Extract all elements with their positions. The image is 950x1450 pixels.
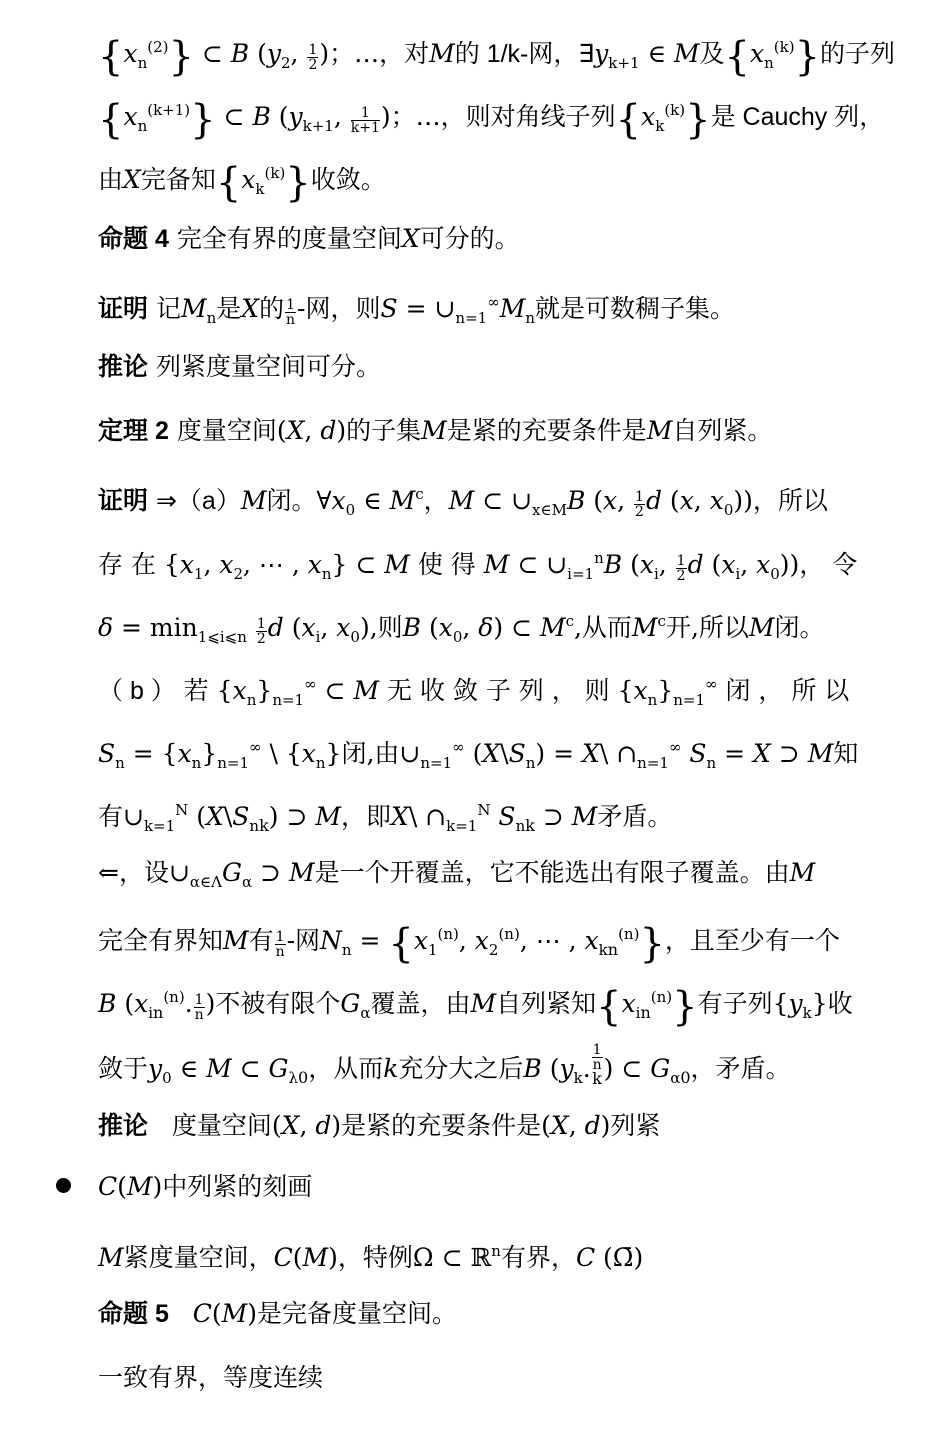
text: 不被有限个 [215,989,341,1018]
text: 矛盾。 [597,802,673,831]
text: -网，则 [297,294,381,323]
bullet-icon [56,1178,71,1193]
corollary-label: 推论 [98,353,149,381]
text: 自列紧知 [496,989,597,1018]
text: 及 [699,39,725,68]
text: 列紧度量空间可分。 [155,352,381,381]
text: 是一个开覆盖，它不能选出有限子覆盖。由 [314,858,790,887]
text: 开,所以 [665,613,749,642]
text: ，从而 [308,1054,384,1083]
text: （ b ） [98,677,176,705]
proof-thm2-a2: 存 在 {$x_1$, $x_2$, ⋯ , $x_n$} ⊂ M 使 得 M ⊂ $\cup_{i=1}^nB$ ($x_i$, $\frac{1}{2}$ d ($x_i$, $x_0$))， 令 [98,549,858,584]
last-line [98,1361,898,1395]
text: 的 [259,294,285,323]
text: 使 得 [417,550,476,579]
text: ，且至少有一个 [664,926,840,955]
corollary-2: 推论 度量空间(X, d)是紧的充要条件是(X, d)列紧 [98,1111,661,1140]
text: 是紧的充要条件是 [446,416,647,445]
text: 中列紧的刻画 [162,1172,313,1201]
text: ， 令 [799,550,858,579]
text: 是 Cauchy 列， [710,103,885,131]
text: 无 收 敛 子 列 ， 则 [387,676,610,705]
text: 若 [183,676,209,705]
text: 列紧 [610,1111,661,1140]
text: ，特例 [337,1243,413,1272]
text: 闭,由 [341,739,400,768]
text: 敛于 [98,1054,149,1083]
proof-thm2-c4: 敛于$y_0$ ∈ M ⊂ $G_{\lambda 0}$，从而k充分大之后B ($y_k$. 1 n k ) ⊂ $G_{\alpha 0}$，矛盾。 [98,1042,791,1088]
proof-label: 证明 [98,295,149,323]
bullet-item: C(M)中列紧的刻画 [98,1172,313,1201]
theorem-label: 定理 2 [98,417,169,445]
proof-thm2-c: ⇐，设$\cup_{\alpha\in\Lambda}G_\alpha$ ⊃ M是一个开覆盖，它不能选出有限子覆盖。由M [98,858,816,891]
text: 由 [98,165,124,194]
proof-thm2-c3: B ($x_{in}^{(n)}$. $\frac{1}{n}$ )不被有限个$G_\alpha$覆盖，由M自列紧知$\{x_{in}^{(n)}\}$有子列$\{y_k\}$收 [98,984,853,1030]
proof-label: 证明 [98,487,149,515]
text: 度量空间 [176,416,277,445]
text: 是紧的充要条件是 [341,1111,542,1140]
proof-4: 证明 记$M_n$是X的 $\frac{1}{n}$ -网，则$S = \cup_{n=1}^\infty M_n$就是可数稠子集。 [98,293,735,328]
proposition-5: 命题 5 C(M)是完备度量空间。 [98,1299,457,1328]
text: 紧度量空间， [123,1243,274,1272]
cm-line: M紧度量空间，C(M)，特例Ω ⊂ ℝ$^n$有界，C (Ω̄) [98,1242,644,1272]
proof-line-2: $\{x_n^{(k+1)}\}$ ⊂ B ($y_{k+1}$, $\frac{1}{k+1}$ )；…，则对角线子列$\{x_k^{(k)}\}$是 Cauchy 列， [98,97,885,143]
text: 存 在 [98,550,156,579]
proof-thm2-b2: $S_n = \{x_n\}_{n=1}^\infty$ \ $\{x_n\}$闭,由$\cup_{n=1}^\infty$ $(X\backslash S_n)$ = X\ $\cap_{n=1}^\infty$ $S_n = X$ ⊃ M知 [98,738,859,772]
text: 有 [248,926,274,955]
proof-thm2-b: （ b ） 若 $\{x_n\}_{n=1}^\infty$ ⊂ M 无 收 敛 子 列 ， 则 $\{x_n\}_{n=1}^\infty$ 闭 ， 所 以 [98,675,850,709]
text: 记 [155,294,181,323]
text: 度量空间 [171,1111,272,1140]
proof-line-3: 由X完备知$\{x_k^{(k)}\}$收敛。 [98,160,386,206]
proof-thm2-c2: 完全有界知M有 $\frac{1}{n}$ -网$N_n = \{x_1^{(n)}$, $x_2^{(n)}$, ⋯ , $x_{kn}^{(n)}$}，且至少有一个 [98,921,840,967]
text: 是完备度量空间。 [256,1299,457,1328]
prop-label: 命题 5 [98,1300,169,1328]
text: 覆盖，由 [370,989,471,1018]
text: 就是可数稠子集。 [534,294,735,323]
proposition-4: 命题 4 完全有界的度量空间X可分的。 [98,224,520,253]
text: -网 [286,926,321,955]
text: 完全有界知 [98,926,224,955]
text: 有界， [500,1243,576,1272]
text: ，所以 [752,486,828,515]
prop-label: 命题 4 [98,225,169,253]
proof-thm2-a: 证明 ⇒（a）M闭。$\forall x_0$ ∈ $M^c$，M ⊂ $\cup_{x\in M}B$ (x, $\frac{1}{2}$ d (x, $x_0$))，所以 [98,485,828,520]
text: 闭 ， 所 以 [725,676,850,705]
text: 闭。∀ [266,486,332,515]
proof-line-1: $\{x_n^{(2)}\}$ ⊂ B ($y_2$, $\frac{1}{2}$ )；…，对M的 1/k-网，$\exists y_{k+1}$ ∈ M及$\{x_n^{(k)}\}$的子列 [98,34,896,80]
text: ，矛盾。 [690,1054,791,1083]
text: 可分的。 [419,224,520,253]
text: 完全有界的度量空间 [176,224,402,253]
text: 是 [216,294,242,323]
text: ,从而 [573,613,632,642]
text: 一致有界，等度连续 [98,1363,324,1392]
text: 充分大之后 [398,1054,524,1083]
proof-thm2-b3: 有$\cup_{k=1}^N$ $(X\backslash S_{nk})$ ⊃ M，即X\ $\cap_{k=1}^N$ $S_{nk}$ ⊃ M矛盾。 [98,801,673,835]
text: ⇒（a） [155,487,241,515]
text: 收敛。 [310,165,386,194]
text: 完备知 [140,165,216,194]
text: ；…，则对角线子列 [390,102,616,131]
text: ，即 [340,802,391,831]
proof-thm2-a3: $\delta = \min_{1⩽i⩽n}$ $\frac{1}{2}$ d ($x_i$, $x_0$),则B ($x_0$, δ) ⊂ $M^c$,从而$M^c$开,所以M闭。 [98,612,825,647]
corollary-1 [98,350,898,384]
text: 的子集 [346,416,422,445]
theorem-2: 定理 2 度量空间(X, d)的子集M是紧的充要条件是M自列紧。 [98,416,773,445]
text: 自列紧。 [672,416,773,445]
text: ；…，对 [329,39,430,68]
text: 的 1/k-网，∃ [454,40,595,68]
corollary-label: 推论 [98,1112,149,1140]
text: 闭。 [774,613,825,642]
text: ,则 [369,613,403,642]
text: 有 [98,802,124,831]
text: 的子列 [820,39,896,68]
text: 有子列 [697,989,773,1018]
text: ⇐，设 [98,858,169,887]
text: 收 [827,989,853,1018]
text: 知 [833,739,859,768]
text: ， [423,486,449,515]
